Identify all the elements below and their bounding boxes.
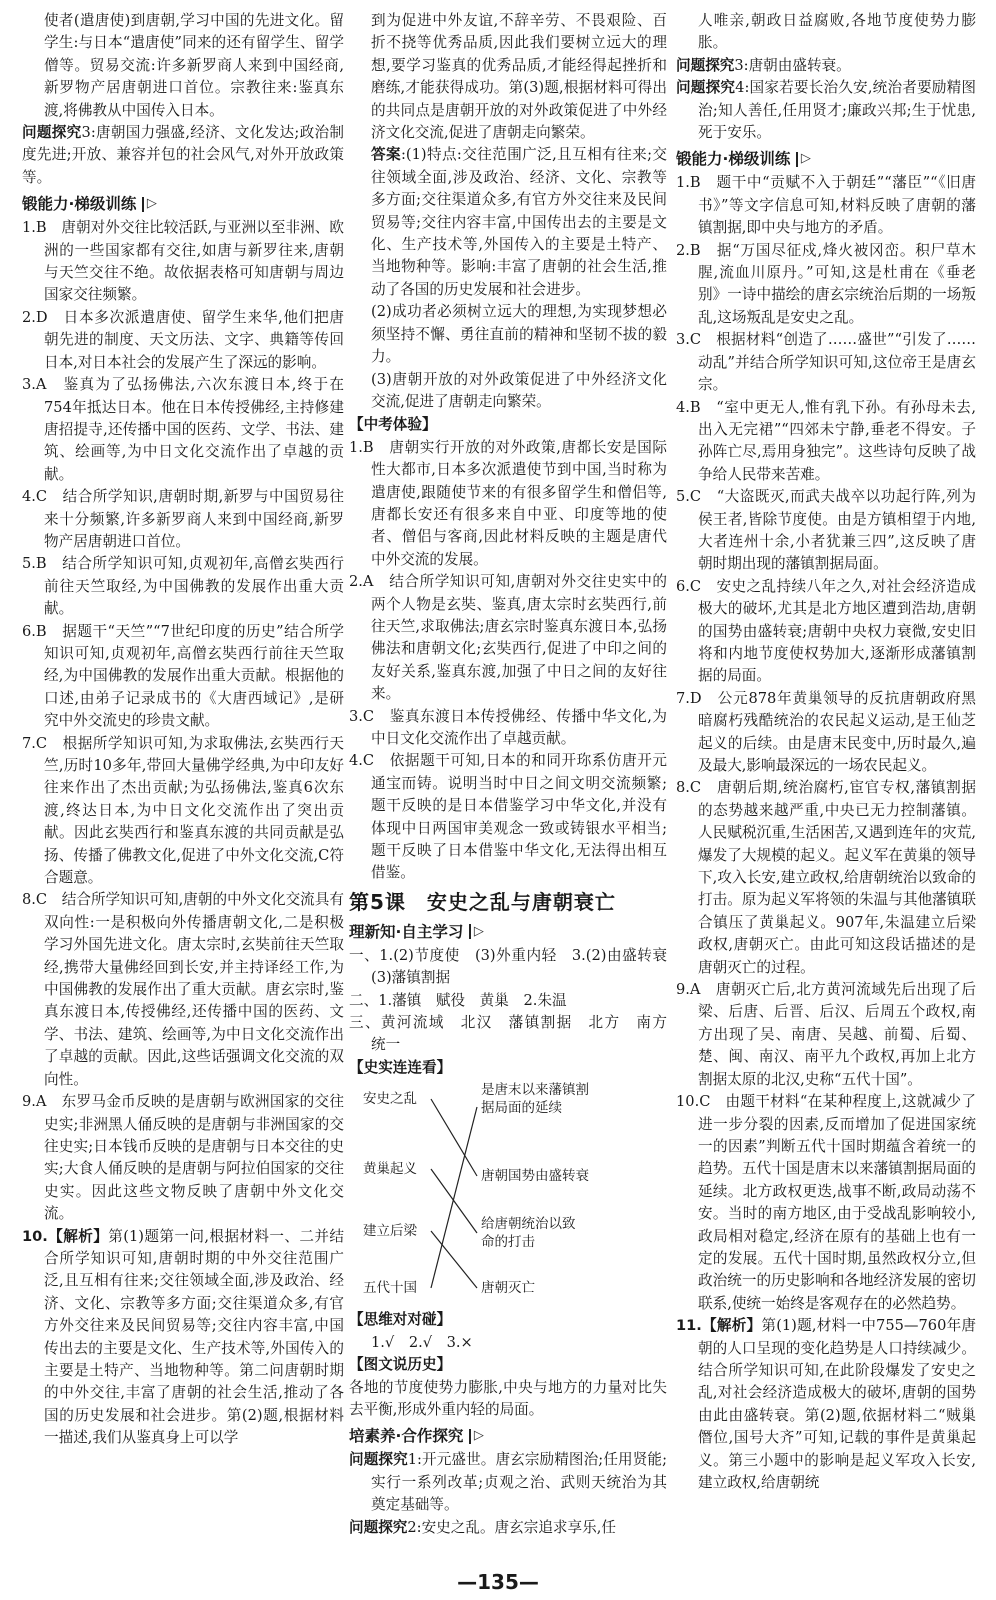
question-explore-3 <box>676 55 976 77</box>
answer-text: :(1)特点:交往范围广泛,且互相有往来;交往领域全面,涉及政治、经济、文化、宗教等多方面;交往渠道众多,有官方外交往来及民间贸易等;交往内容丰富,中国传出去的主要是文化、生产技术等,外国传入的主要是土特产、当地物种等。影响:丰富了唐朝的社会生活,推动了各国的历史发展和社会进步。 <box>371 146 667 298</box>
exam-item: 2.A 结合所学知识可知,唐朝对外交往史实中的两个人物是玄奘、鉴真,唐太宗时玄奘西行,前往天竺,求取佛法;唐玄宗时鉴真东渡日本,弘扬佛法和唐朝文化;玄奘西行,促进了中印之间的友好关系,鉴真东渡,加强了中日之间的友好往来。 <box>349 573 667 703</box>
section-heading <box>22 192 344 216</box>
section-title: 培素养·合作探究 <box>349 1427 464 1446</box>
answer-text-3: (3)唐朝开放的对外政策促进了中外经济文化交流,促进了唐朝走向繁荣。 <box>371 370 667 410</box>
arrow-icon: ▷ <box>473 1428 484 1444</box>
thinking-answers: 1.√ 2.√ 3.× <box>371 1333 473 1351</box>
picture-history-heading: 【图文说历史】 <box>349 1356 452 1374</box>
divider <box>469 1429 471 1444</box>
picture-history-text: 各地的节度使势力膨胀,中央与地方的力量对比失去平衡,形成外重内轻的局面。 <box>349 1378 667 1418</box>
answer-item: 2.B 据“万国尽征戍,烽火被冈峦。积尸草木腥,流血川原丹。”可知,这是杜甫在《垂老别》一诗中描绘的唐玄宗统治后期的一场叛乱,这场叛乱是安史之乱。 <box>676 241 976 326</box>
column-right <box>676 10 976 1494</box>
answer-block <box>349 144 667 301</box>
fill-answer: 二、1.藩镇 赋役 黄巢 2.朱温 <box>349 991 567 1009</box>
page-number: —135— <box>457 1570 539 1594</box>
question-explore-1 <box>349 1449 667 1516</box>
answer-item: 4.C 结合所学知识,唐朝时期,新罗与中国贸易往来十分频繁,许多新罗商人来到中国经商,新罗物产居唐朝进口首位。 <box>22 488 344 550</box>
answer-text-2: (2)成功者必须树立远大的理想,为实现梦想必须坚持不懈、勇往直前的精神和坚韧不拔的毅力。 <box>371 303 667 366</box>
item-number: 10. <box>22 1227 48 1245</box>
section-title: 理新知·自主学习 <box>349 922 464 941</box>
match-left-item: 安史之乱 <box>363 1091 417 1108</box>
exam-item: 1.B 唐朝实行开放的对外政策,唐都长安是国际性大都市,日本多次派遣使节到中国,当时称为遣唐使,跟随使节来的有很多留学生和僧侣等,唐都长安还有很多来自中亚、印度等地的使者、僧侣与客商,因此材料反映的主题是唐代中外交流的发展。 <box>349 438 667 568</box>
arrow-icon: ▷ <box>146 196 157 212</box>
answer-item: 6.B 据题干“天竺”“7世纪印度的历史”结合所学知识可知,贞观初年,高僧玄奘西行前往天竺取经,为中国佛教的发展作出重大贡献。根据他的口述,由弟子记录成书的《大唐西域记》,是研究中外交流史的珍贵文献。 <box>22 622 344 730</box>
question-explore-4 <box>676 77 976 144</box>
question-explore-2 <box>349 1517 667 1539</box>
match-right-item: 是唐末以来藩镇割据局面的延续 <box>481 1082 589 1117</box>
answer-item: 5.C “大盗既灭,而武夫战卒以功起行阵,列为侯王者,皆除节度使。由是方镇相望于内地,大者连州十余,小者犹兼三四”,这反映了唐朝时期出现的藩镇割据局面。 <box>676 488 976 573</box>
answer-item-10 <box>22 1226 344 1450</box>
item-number: 11. <box>676 1317 702 1335</box>
section-title: 锻能力·梯级训练 <box>22 195 137 214</box>
match-left-item: 黄巢起义 <box>363 1161 417 1178</box>
question-explore-text: 3:唐朝由盛转衰。 <box>734 56 851 74</box>
column-left <box>22 10 344 1450</box>
lesson-title: 第5课 安史之乱与唐朝衰亡 <box>349 889 616 914</box>
paragraph: 到为促进中外友谊,不辞辛劳、不畏艰险、百折不挠等优秀品质,因此我们要树立远大的理想,要学习鉴真的优秀品质,才能经得起挫折和磨练,才能获得成功。第(3)题,根据材料可得出的共同点是唐朝开放的对外政策促进了中外经济文化交流,促进了唐朝走向繁荣。 <box>371 12 667 142</box>
answer-item: 7.D 公元878年黄巢领导的反抗唐朝政府黑暗腐朽残酷统治的农民起义运动,是王仙芝起义的后续。由是唐末民变中,历时最久,遍及最大,影响最深远的一场农民起义。 <box>676 689 976 774</box>
question-explore-tag: 问题探究 <box>349 1518 408 1536</box>
match-right-item: 唐朝国势由盛转衰 <box>481 1168 589 1185</box>
answer-item: 6.C 安史之乱持续八年之久,对社会经济造成极大的破坏,尤其是北方地区遭到浩劫,唐朝的国势由盛转衰;唐朝中央权力衰微,安史旧将和内地节度使权势加大,逐渐形成藩镇割据的局面。 <box>676 577 976 685</box>
question-explore-text: 2:安史之乱。唐玄宗追求享乐,任 <box>407 1518 616 1536</box>
answer-item-11 <box>676 1315 976 1494</box>
match-line <box>431 1107 477 1288</box>
match-right-item: 唐朝灭亡 <box>481 1280 535 1297</box>
exam-item: 4.C 依据题干可知,日本的和同开珎系仿唐开元通宝而铸。说明当时中日之间文明交流频繁;题干反映的是日本借鉴学习中华文化,并没有体现中日两国审美观念一致或铸银水平相当;题干反映了日本借鉴中华文化,无法得出相互借鉴。 <box>349 752 667 882</box>
fill-answer: 三、黄河流域 北汉 藩镇割据 北方 南方 统一 <box>349 1014 682 1054</box>
question-explore-text: 3:唐朝国力强盛,经济、文化发达;政治制度先进;开放、兼容并包的社会风气,对外开放政策等。 <box>22 124 344 186</box>
answer-tag: 答案 <box>371 146 401 164</box>
answer-item: 3.C 根据材料“创造了……盛世”“引发了……动乱”并结合所学知识可知,这位帝王是唐玄宗。 <box>676 331 976 394</box>
divider <box>469 924 471 939</box>
answer-item: 8.C 结合所学知识可知,唐朝的中外文化交流具有双向性:一是积极向外传播唐朝文化,二是积极学习外国先进文化。唐太宗时,玄奘前往天竺取经,携带大量佛经回到长安,并主持译经工作,为中国佛教的发展作出了重大贡献。唐玄宗时,鉴真东渡日本,传授佛经,还传播中国的医药、文学、书法、建筑、绘画等,为中日文化交流作出了卓越的贡献。因此,这些话强调文化交流的双向性。 <box>22 891 344 1088</box>
answer-item: 3.A 鉴真为了弘扬佛法,六次东渡日本,终于在754年抵达日本。他在日本传授佛经,主持修建唐招提寺,还传播中国的医药、文学、书法、建筑、绘画等,为中日文化交流作出了卓越的贡献。 <box>22 376 344 483</box>
match-heading: 【史实连连看】 <box>349 1058 452 1076</box>
question-explore-tag: 问题探究 <box>676 79 736 97</box>
section-heading <box>349 920 667 944</box>
analysis-tag: 【解析】 <box>47 1227 109 1245</box>
analysis-text: 第(1)题,材料一中755—760年唐朝的人口呈现的变化趋势是人口持续减少。结合所学知识可知,在此阶段爆发了安史之乱,对社会经济造成极大的破坏,唐朝的国势由此由盛转衰。第(2)题,依据材料二“贼巢僭位,国号大齐”可知,记载的事件是黄巢起义。第三小题中的影响是起义军攻入长安,建立政权,给唐朝统 <box>698 1317 976 1491</box>
answer-item: 9.A 唐朝灭亡后,北方黄河流域先后出现了后梁、后唐、后晋、后汉、后周五个政权,南方出现了吴、南唐、吴越、前蜀、后蜀、楚、闽、南汉、南平九个政权,再加上北方割据太原的北汉,史称“五代十国”。 <box>676 981 976 1088</box>
arrow-icon: ▷ <box>800 151 811 167</box>
answer-item: 1.B 唐朝对外交往比较活跃,与亚洲以至非洲、欧洲的一些国家都有交往,如唐与新罗往来,唐朝与天竺交往不绝。故依据表格可知唐朝与周边国家交往频繁。 <box>22 219 344 304</box>
divider <box>796 152 798 167</box>
question-explore-3 <box>22 122 344 189</box>
paragraph: 人唯亲,朝政日益腐败,各地节度使势力膨胀。 <box>698 12 976 52</box>
exam-experience-heading: 【中考体验】 <box>349 416 437 434</box>
thinking-heading: 【思维对对碰】 <box>349 1311 452 1329</box>
divider <box>142 197 144 212</box>
answer-item: 5.B 结合所学知识可知,贞观初年,高僧玄奘西行前往天竺取经,为中国佛教的发展作出重大贡献。 <box>22 555 344 618</box>
match-line <box>431 1099 477 1176</box>
question-explore-text: 1:开元盛世。唐玄宗励精图治;任用贤能;实行一系列改革;贞观之治、武则天统治为其奠定基础等。 <box>371 1451 667 1514</box>
question-explore-text: 4:国家若要长治久安,统治者要励精图治;知人善任,任用贤才;廉政兴邦;生于忧患,死于安乐。 <box>698 79 976 142</box>
matching-diagram <box>349 1081 667 1307</box>
fill-answer: 一、1.(2)节度使 (3)外重内轻 3.(2)由盛转衰 (3)藩镇割据 <box>349 946 682 987</box>
exam-item: 3.C 鉴真东渡日本传授佛经、传播中华文化,为中日文化交流作出了卓越贡献。 <box>349 707 667 747</box>
analysis-tag: 【解析】 <box>701 1317 762 1335</box>
question-explore-tag: 问题探究 <box>349 1451 408 1469</box>
answer-item: 7.C 根据所学知识可知,为求取佛法,玄奘西行天竺,历时10多年,带回大量佛学经典,为中印友好往来作出了杰出贡献;为弘扬佛法,鉴真6次东渡,终达日本,为中日文化交流作出了突出贡献。因此玄奘西行和鉴真东渡的共同贡献是弘扬、传播了佛教文化,促进了中外文化交流,C符合题意。 <box>22 734 344 887</box>
match-left-item: 建立后梁 <box>363 1223 417 1240</box>
question-explore-tag: 问题探究 <box>22 124 82 142</box>
question-explore-tag: 问题探究 <box>676 56 735 74</box>
arrow-icon: ▷ <box>473 923 484 939</box>
answer-item: 9.A 东罗马金币反映的是唐朝与欧洲国家的交往史实;非洲黑人俑反映的是唐朝与非洲国家的交往史实;日本钱币反映的是唐朝与日本交往的史实;大食人俑反映的是唐朝与阿拉伯国家的交往史实。因此这些文物反映了唐朝中外文化交流。 <box>22 1093 344 1223</box>
section-heading <box>349 1424 667 1448</box>
answer-item: 8.C 唐朝后期,统治腐朽,宦官专权,藩镇割据的态势越来越严重,中央已无力控制藩镇。人民赋税沉重,生活困苦,又遇到连年的灾荒,爆发了大规模的起义。起义军在黄巢的领导下,攻入长安,建立政权,给唐朝统治以致命的打击。原为起义军将领的朱温与其他藩镇联合镇压了黄巢起义。907年,朱温建立后梁政权,唐朝灭亡。由此可知这段话描述的是唐朝灭亡的过程。 <box>676 779 976 976</box>
answer-item: 10.C 由题干材料“在某种程度上,这就减少了进一步分裂的因素,反而增加了促进国家统一的因素”判断五代十国时期蕴含着统一的趋势。五代十国是唐末以来藩镇割据局面的延续。北方政权更迭,战事不断,政局动荡不安。当时的南方地区,由于受战乱影响较小,政局相对稳定,经济在原有的基础上也有一定的发展。五代十国时期,虽然政权分立,但政治统一的历史影响和各地经济发展的密切联系,使统一始终是客观存在的必然趋势。 <box>676 1093 976 1312</box>
analysis-text: 第(1)题第一问,根据材料一、二并结合所学知识可知,唐朝时期的中外交往范围广泛,且互相有往来;交往领域全面,涉及政治、经济、文化、宗教等多方面;交往渠道众多,有官方外交往来及民间贸易等;交往内容丰富,中国传出去的主要是文化、生产技术等,外国传入的主要是土特产、当地物种等。第二问唐朝时期的中外交往,丰富了唐朝的社会生活,推动了各国的历史发展和社会进步。第(2)题,根据材料一描述,我们从鉴真身上可以学 <box>44 1227 344 1447</box>
section-title: 锻能力·梯级训练 <box>676 150 791 169</box>
match-left-item: 五代十国 <box>363 1280 417 1297</box>
answer-item: 1.B 题干中“贡赋不入于朝廷”“藩臣”“《旧唐书》”等文字信息可知,材料反映了唐朝的藩镇割据,即中央与地方的矛盾。 <box>676 174 976 237</box>
answer-item: 2.D 日本多次派遣唐使、留学生来华,他们把唐朝先进的制度、天文历法、文字、典籍等传回日本,对日本社会的发展产生了深远的影响。 <box>22 308 344 371</box>
match-line <box>431 1169 477 1233</box>
paragraph: 使者(遣唐使)到唐朝,学习中国的先进文化。留学生:与日本“遣唐使”同来的还有留学生、留学僧等。贸易交流:许多新罗商人来到中国经商,新罗物产居唐朝进口首位。宗教往来:鉴真东渡,将佛教从中国传入日本。 <box>44 12 344 119</box>
section-heading <box>676 147 976 171</box>
answer-item: 4.B “室中更无人,惟有乳下孙。有孙母未去,出入无完裙”“四郊未宁静,垂老不得安。子孙阵亡尽,焉用身独完”。这些诗句反映了战争给人民带来苦难。 <box>676 398 976 483</box>
match-right-item: 给唐朝统治以致命的打击 <box>481 1216 576 1251</box>
column-middle <box>349 10 682 1539</box>
